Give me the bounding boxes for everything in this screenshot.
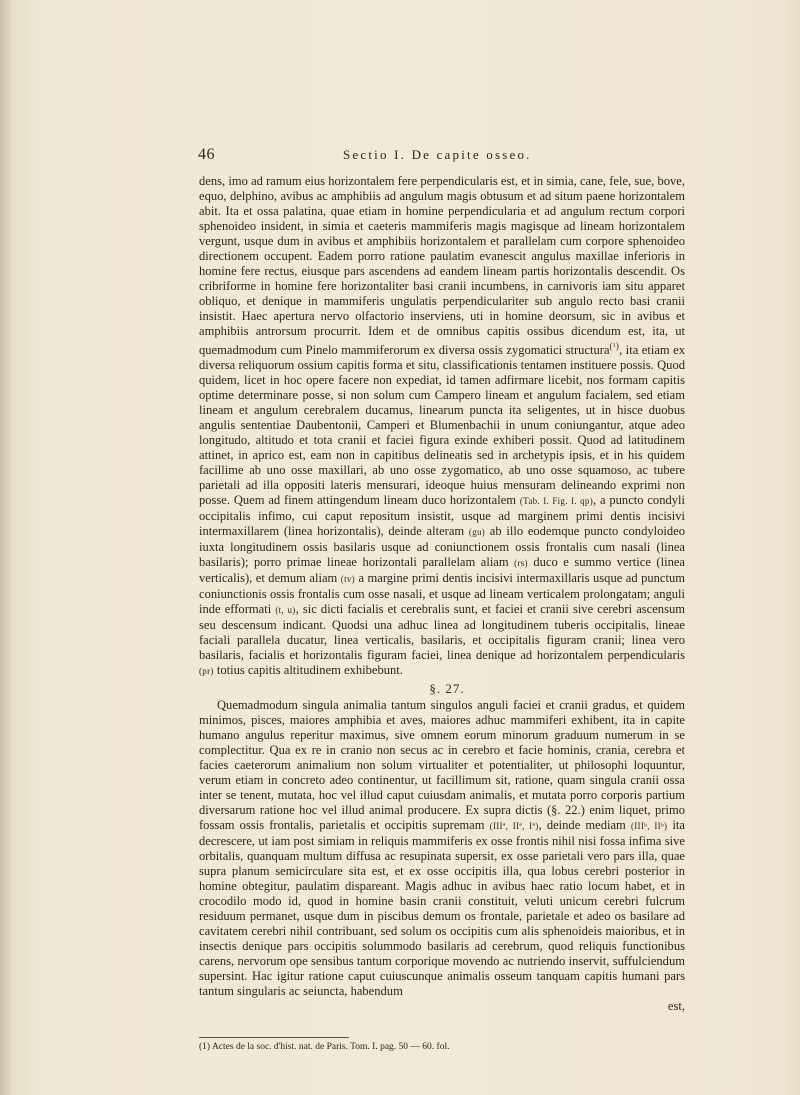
page-header: [198, 146, 688, 168]
section-heading: §. 27.: [429, 681, 465, 697]
paragraph-2: [199, 698, 685, 999]
figure-reference-tu: (t, u): [275, 605, 296, 616]
figure-reference-upper-fossae: (IIIª, IIª, Iª): [489, 821, 539, 832]
main-text: [199, 174, 685, 1014]
catchword: est,: [667, 999, 685, 1014]
figure-reference-tv: (tv): [340, 574, 355, 585]
paragraph-2-part-a: Quemadmodum singula animalia tantum singulos anguli faciei et cranii gradus, et quidem minimos, pisces, maiores amphibia et aves, maiores adhuc mammiferi exhibent, ita in capite humano angulus reperitur maximus, sive omnem eorum minorum graduum numerum in se complectitur. Qua ex re in cranio non secus ac in cerebro et facie hominis, crania, cerebra et facies caeterorum animalium non solum virtualiter et potentialiter, ut philosophi loquuntur, verum etiam in concreto adeo continentur, ut facillimum sit, ratione, quam singula cranii ossa inter se tenent, mutata, hoc vel illud caput cuiusdam animalis, et mutata porro corporis partium diversarum ratione hoc vel illud animal producere. Ex supra dictis (§. 22.) enim liquet, primo fossam ossis frontalis, parietalis et occipitis supremam: [199, 698, 685, 833]
paragraph-1-part-d: ab illo eodemque puncto condyloideo iuxta longitudinem ossis basilaris usque ad coniunctionem ossis frontalis cum nasali (linea basilaris); porro primae lineae horizontali parallelam aliam: [199, 524, 685, 570]
plate-reference: (Tab. I. Fig. I. qp): [519, 496, 594, 507]
figure-reference-rs: (rs): [514, 558, 528, 569]
paragraph-1-part-a: dens, imo ad ramum eius horizontalem fere perpendicularis est, et in simia, cane, fele, sue, bove, equo, delphino, avibus ac amphibiis ad angulum magis obtusum et ad situm paene horizontalem abit. Ita et ossa palatina, quae etiam in homine perpendicularia et ad angulum rectum corpori sphenoideo insident, in simia et caeteris mammiferis magis magisque ad lineam horizontalem vergunt, usque dum in avibus et amphibiis horizontalem et parallelam cum corpore sphenoideo directionem occupent. Eadem porro ratione paulatim evanescit angulus maxillae inferioris in homine fere rectus, eiusque pars ascendens ad eandem lineam partis horizontalis descendit. Os cribriforme in homine fere horizontaliter basi cranii incumbens, in carnivoris iam situ apparet obliquo, et denique in mammiferis ungulatis perpendiculariter sub angulo recto basi cranii insistit. Haec apertura nervo olfactorio inserviens, uti in homine deorsum, sic in avibus et amphibiis antrorsum procurrit. Idem et de omnibus capitis ossibus dicendum est, ita, ut quemadmodum cum Pinelo mammiferorum ex diversa ossis zygomatici structura: [199, 174, 685, 358]
paragraph-1-part-g: , sic dicti facialis et cerebralis sunt, et faciei et cranii sive cerebri ascensum seu descensum indicant. Quodsi una adhuc linea ad longitudinem tuberis occipitalis, lineae faciali parallela ducatur, linea verticalis, basilaris, et occipitalis figuram cranii; linea vero basilaris, facialis et horizontalis figuram faciei, linea denique ad horizontalem perpendicularis: [199, 602, 686, 663]
footnote-reference: (¹): [609, 341, 620, 351]
paragraph-1-part-c: , a puncto condyli occipitalis infimo, cui caput repositum insistit, usque ad marginem primi dentis incisivi intermaxillarem (linea horizontalis), deinde alteram: [199, 493, 685, 539]
running-head: Sectio I. De capite osseo.: [343, 147, 532, 162]
footnote-marker: (1): [199, 1042, 211, 1052]
binding-fold-shadow: [0, 0, 14, 1095]
paragraph-1-part-h: totius capitis altitudinem exhibebunt.: [213, 663, 403, 678]
footnote-text: Actes de la soc. d'hist. nat. de Paris. Tom. I. pag. 50 — 60. fol.: [211, 1042, 450, 1052]
paragraph-1: [199, 174, 685, 679]
figure-reference-gu: (gu): [468, 527, 486, 538]
paragraph-1-part-b: , ita etiam ex diversa reliquorum ossium capitis forma et situ, classificationis tentamen instituere possis. Quod quidem, licet in hoc opere facere non expediat, id tamen adfirmare licebit, nos formam capitis optime determinare posse, si non solum cum Campero lineam et angulum facialem, sed etiam lineam et angulum cerebralem ducamus, linearum puncta ita seligentes, ut in hisce duobus angulis sententiae Daubentonii, Camperi et Blumenbachii in unum coniungantur, atque adeo longitudo, altitudo et tota cranii et faciei figura exinde exhiberi possit. Quod ad latitudinem attinet, in aprico est, eam non in capitibus delineatis sed in archetypis ipsis, et in his quidem facillime ab uno osse maxillari, ab uno osse zygomatico, ab uno osse squamoso, ac tubere parietali ad illa oppositi lateris mensurari, ideoque huius mensuram delineando exprimi non posse. Quem ad finem attingendum lineam duco horizontalem: [199, 343, 685, 508]
page-number: 46: [198, 146, 215, 163]
figure-reference-pr: (pr): [199, 666, 214, 677]
paragraph-1-part-e: duco e summo vertice (linea verticalis), et demum aliam: [199, 555, 685, 586]
figure-reference-middle-fossae: (IIIᵇ, IIᵇ): [630, 821, 668, 832]
footnote: [199, 1041, 689, 1054]
paragraph-2-part-b: , deinde mediam: [538, 818, 631, 833]
footnote-rule: [199, 1037, 349, 1038]
paragraph-2-part-c: ita decrescere, ut iam post simiam in reliquis mammiferis ex osse frontis nihil nisi fossa infima sive orbitalis, quanquam multum diffusa ac resupinata supersit, ex osse parietali vero pars illa, quae supra planum semicirculare sita est, et ex osse occipitis illa, qua lobus cerebri posterior in homine obtegitur, paulatim dispareant. Magis adhuc in avibus haec ratio locum habet, et in crocodilo modo id, quod in homine basin cranii constituit, veluti unicum cerebri fulcrum residuum permanet, usque dum in piscibus demum os frontale, parietale et adeo os basilare ad cavitatem cerebri nihil contribuant, sed solum os occipitis cum alis sphenoideis maioribus, et in insectis denique pars occipitis solummodo basilaris ad cerebrum, quod reliquis functionibus carens, nervorum ope sensibus tantum corporique movendo ac nutriendo inservit, suffulciendum supersint. Hac igitur ratione caput cuiuscunque animalis osseum tanquam capitis humani pars tantum singularis ac seiuncta, habendum: [199, 818, 685, 999]
paragraph-1-part-f: a margine primi dentis incisivi intermaxillaris usque ad punctum coniunctionis ossis frontalis cum ossе nasali, et usque ad lineam verticalem prolongatam; anguli inde efformati: [199, 571, 685, 617]
